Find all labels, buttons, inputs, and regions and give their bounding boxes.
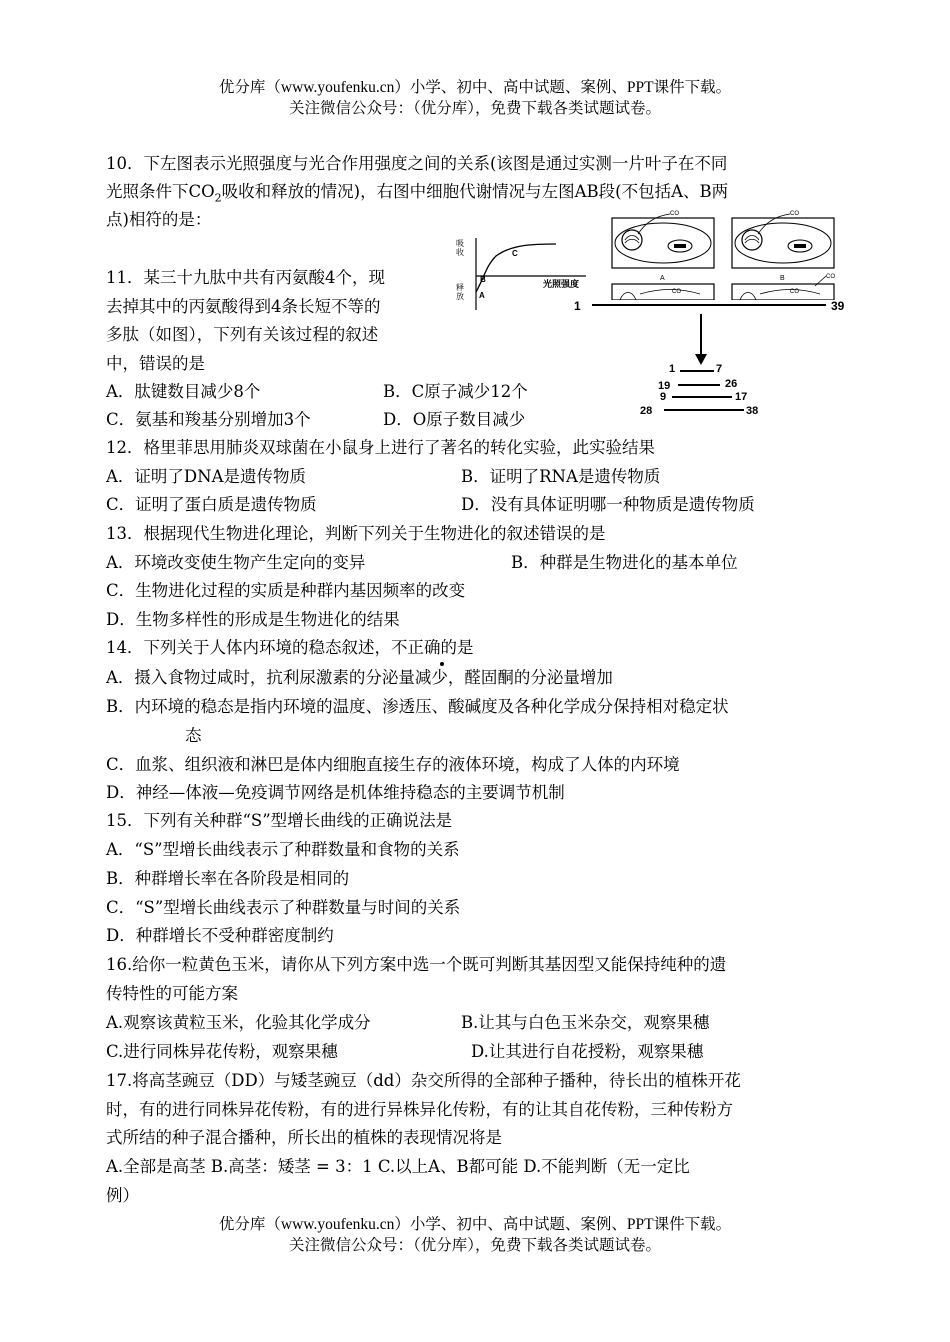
q14-option-d: D．神经—体液—免疫调节网络是机体维持稳态的主要调节机制 bbox=[106, 783, 565, 802]
q12-option-a: A．证明了DNA是遗传物质 bbox=[106, 467, 306, 486]
cell-b-label: B bbox=[780, 275, 785, 282]
q14-option-a: A．摄入食物过咸时，抗利尿激素的分泌量减少，醛固酮的分泌量增加 bbox=[106, 668, 613, 687]
q11-line-2: 去掉其中的丙氨酸得到4条长短不等的 bbox=[106, 297, 381, 316]
q11-line-3: 多肽（如图），下列有关该过程的叙述 bbox=[106, 325, 379, 344]
footer-line-1: 优分库（www.youfenku.cn）小学、初中、高中试题、案例、PPT课件下载。 bbox=[218, 1216, 732, 1233]
q16-stem-line-1: 16.给你一粒黄色玉米，请你从下列方案中选一个既可判断其基因型又能保持纯种的遗 bbox=[106, 955, 727, 974]
q14-option-c: C．血浆、组织液和淋巴是体内细胞直接生存的液体环境，构成了人体的内环境 bbox=[106, 755, 680, 774]
q15-option-b: B．种群增长率在各阶段是相同的 bbox=[106, 869, 350, 888]
svg-text:17: 17 bbox=[735, 391, 748, 403]
q12-option-d: D．没有具体证明哪一种物质是遗传物质 bbox=[461, 495, 755, 514]
co2-label-a: CO bbox=[670, 211, 679, 217]
svg-text:28: 28 bbox=[640, 405, 653, 417]
q11-line-1: 11．某三十九肽中共有丙氨酸4个，现 bbox=[106, 268, 385, 287]
q16-option-d: D.让其进行自花授粉，观察果穗 bbox=[471, 1042, 704, 1061]
svg-text:CO: CO bbox=[672, 289, 681, 295]
q14-stem: 14．下列关于人体内环境的稳态叙述，不正确的是 bbox=[106, 638, 474, 657]
q15-stem: 15．下列有关种群“S”型增长曲线的正确说法是 bbox=[106, 811, 453, 830]
svg-text:CO: CO bbox=[790, 289, 799, 295]
point-b-label: B bbox=[480, 275, 486, 284]
q16-option-c: C.进行同株异花传粉，观察果穗 bbox=[106, 1042, 338, 1061]
q15-option-c: C．“S”型增长曲线表示了种群数量与时间的关系 bbox=[106, 898, 461, 917]
q11-option-c: C．氨基和羧基分别增加3个 bbox=[106, 410, 311, 429]
q16-option-b: B.让其与白色玉米杂交，观察果穗 bbox=[461, 1013, 710, 1032]
y-label-absorb-1: 吸 bbox=[456, 239, 464, 248]
point-c-label: C bbox=[512, 249, 518, 258]
q12-option-c: C．证明了蛋白质是遗传物质 bbox=[106, 495, 317, 514]
q12-stem: 12．格里菲思用肺炎双球菌在小鼠身上进行了著名的转化实验，此实验结果 bbox=[106, 438, 655, 457]
cell-a-label: A bbox=[660, 275, 665, 282]
svg-text:7: 7 bbox=[716, 363, 723, 375]
q10-line-3: 点)相符的是： bbox=[106, 210, 212, 229]
chain-end-label: 39 bbox=[831, 299, 845, 313]
q14-option-b-line-1: B．内环境的稳态是指内环境的温度、渗透压、酸碱度及各种化学成分保持相对稳定状 bbox=[106, 697, 729, 716]
q11-option-d: D．O原子数目减少 bbox=[383, 410, 526, 429]
header-line-2: 关注微信公众号：（优分库），免费下载各类试题试卷。 bbox=[288, 100, 661, 117]
y-label-release-2: 放 bbox=[456, 292, 464, 301]
q13-option-d: D．生物多样性的形成是生物进化的结果 bbox=[106, 610, 400, 629]
footer-line-2: 关注微信公众号：（优分库），免费下载各类试题试卷。 bbox=[288, 1237, 661, 1254]
q16-stem-line-2: 传特性的可能方案 bbox=[106, 984, 238, 1003]
svg-text:38: 38 bbox=[746, 405, 759, 417]
arrow-head bbox=[695, 354, 707, 365]
q12-option-b: B．证明了RNA是遗传物质 bbox=[461, 467, 661, 486]
q15-option-d: D．种群增长不受种群密度制约 bbox=[106, 926, 334, 945]
svg-text:26: 26 bbox=[725, 378, 738, 390]
emphasis-dot bbox=[440, 662, 444, 666]
q17-stem-line-1: 17.将高茎豌豆（DD）与矮茎豌豆（dd）杂交所得的全部种子播种，待长出的植株开花 bbox=[106, 1071, 741, 1090]
q11-line-4: 中，错误的是 bbox=[106, 354, 205, 373]
svg-text:1: 1 bbox=[669, 363, 676, 375]
y-label-release-1: 释 bbox=[456, 283, 464, 292]
polypeptide-diagram bbox=[568, 290, 858, 420]
q13-option-b: B．种群是生物进化的基本单位 bbox=[511, 553, 738, 572]
svg-text:CO: CO bbox=[826, 274, 835, 280]
svg-text:19: 19 bbox=[658, 380, 671, 392]
q10-line-1: 10．下左图表示光照强度与光合作用强度之间的关系(该图是通过实测一片叶子在不同 bbox=[106, 154, 728, 173]
q17-options-cont: 例） bbox=[106, 1186, 139, 1205]
x-axis-label: 光照强度 bbox=[543, 279, 580, 289]
chain-start-label: 1 bbox=[574, 299, 581, 313]
q16-option-a: A.观察该黄粒玉米，化验其化学成分 bbox=[106, 1013, 371, 1032]
q10-line-2: 光照条件下$CO_2$吸收和释放的情况)，右图中细胞代谢情况与左图AB段(不包括A、B两 bbox=[106, 182, 729, 205]
q13-option-c: C．生物进化过程的实质是种群内基因频率的改变 bbox=[106, 581, 466, 600]
co2-label-b: CO bbox=[790, 211, 799, 217]
q13-stem: 13．根据现代生物进化理论，判断下列关于生物进化的叙述错误的是 bbox=[106, 524, 606, 543]
q14-option-b-line-2: 态 bbox=[185, 726, 202, 745]
header-line-1: 优分库（www.youfenku.cn）小学、初中、高中试题、案例、PPT课件下载。 bbox=[218, 79, 732, 96]
q15-option-a: A．“S”型增长曲线表示了种群数量和食物的关系 bbox=[106, 840, 460, 859]
q17-stem-line-2: 时，有的进行同株异花传粉，有的进行异株异化传粉，有的让其自花传粉，三种传粉方 bbox=[106, 1100, 733, 1119]
q11-option-b: B．C原子减少12个 bbox=[383, 382, 528, 401]
q11-option-a: A．肽键数目减少8个 bbox=[106, 382, 261, 401]
cell-metabolism-figure bbox=[600, 208, 845, 300]
q17-options: A.全部是高茎 B.高茎：矮茎 = 3：1 C.以上A、B都可能 D.不能判断（无一定比 bbox=[106, 1157, 690, 1176]
svg-text:9: 9 bbox=[660, 391, 667, 403]
q17-stem-line-3: 式所结的种子混合播种，所长出的植株的表现情况将是 bbox=[106, 1128, 502, 1147]
y-label-absorb-2: 收 bbox=[456, 248, 464, 257]
cell-b bbox=[732, 211, 834, 282]
point-a-label: A bbox=[479, 291, 485, 300]
q13-option-a: A．环境改变使生物产生定向的变异 bbox=[106, 553, 366, 572]
cell-a bbox=[612, 211, 714, 282]
